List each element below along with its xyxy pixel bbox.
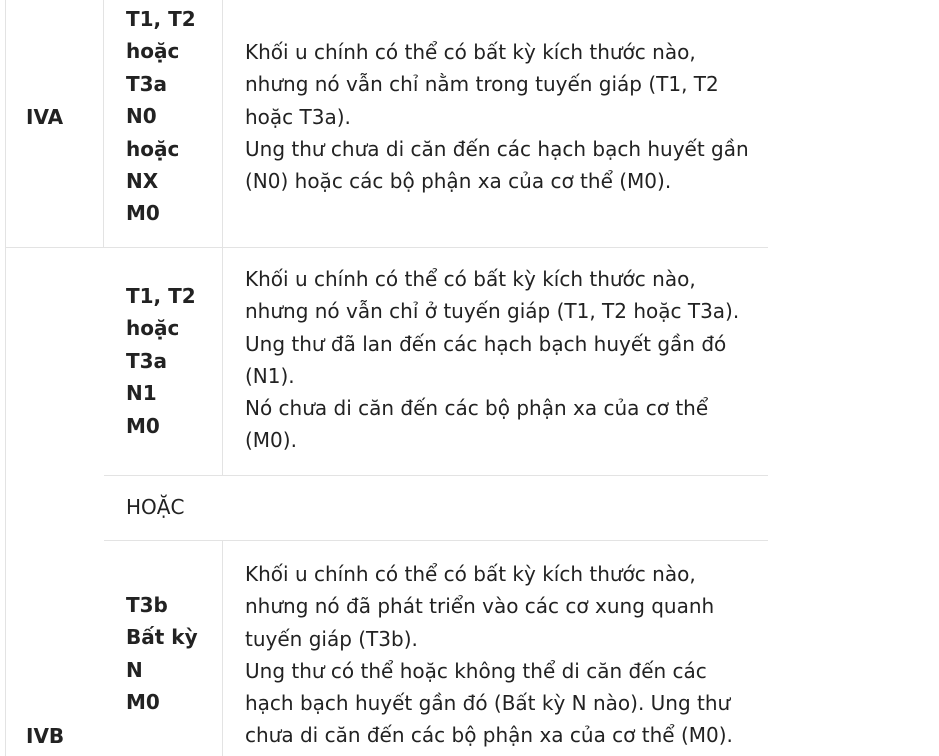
table-divider-code-row2 xyxy=(222,248,223,475)
description-line: Khối u chính có thể có bất kỳ kích thước nào, xyxy=(245,40,696,64)
description-line: (N1). xyxy=(245,363,295,388)
tnm-code-line: T3b xyxy=(126,593,168,617)
tnm-code-line: M0 xyxy=(126,413,160,438)
stage-label-ivb: IVB xyxy=(26,724,65,748)
tnm-code-line: N0 xyxy=(126,104,157,129)
description-line: Ung thư đã lan đến các hạch bạch huyết gần đó xyxy=(245,331,727,356)
description-line: Ung thư có thể hoặc không thể di căn đến các xyxy=(245,658,707,683)
description-line: nhưng nó vẫn chỉ ở tuyến giáp (T1, T2 hoặc T3a). xyxy=(245,299,740,324)
description-line: (N0) hoặc các bộ phận xa của cơ thể (M0). xyxy=(245,169,672,194)
description-ivb-option1 xyxy=(245,263,765,457)
tnm-code-line: N xyxy=(126,657,143,682)
description-line: Ung thư chưa di căn đến các hạch bạch huyết gần xyxy=(245,136,749,161)
description-line: Khối u chính có thể có bất kỳ kích thước nào, xyxy=(245,267,696,291)
row-separator-1 xyxy=(5,247,768,248)
tnm-code-line: M0 xyxy=(126,690,160,715)
description-line: hoặc T3a). xyxy=(245,104,351,129)
tnm-code-line: T1, T2 xyxy=(126,284,196,308)
tnm-code-line: T3a xyxy=(126,348,168,373)
table-divider-code-row1 xyxy=(222,0,223,247)
description-line: Nó chưa di căn đến các bộ phận xa của cơ thể xyxy=(245,396,709,421)
tnm-code-ivb-option1 xyxy=(126,280,216,442)
table-divider-stage xyxy=(103,0,104,247)
row-separator-2 xyxy=(104,475,768,476)
tnm-code-line: hoặc xyxy=(126,39,180,64)
tnm-code-line: hoặc xyxy=(126,316,180,341)
description-line: Khối u chính có thể có bất kỳ kích thước nào, xyxy=(245,562,696,586)
tnm-code-line: N1 xyxy=(126,381,157,406)
description-line: (M0). xyxy=(245,428,297,453)
table-divider-code-row3 xyxy=(222,541,223,756)
tnm-code-line: T1, T2 xyxy=(126,7,196,31)
or-label: HOẶC xyxy=(126,495,185,519)
tnm-code-ivb-option2 xyxy=(126,589,216,719)
tnm-code-line: Bất kỳ xyxy=(126,625,198,650)
description-line: nhưng nó đã phát triển vào các cơ xung quanh xyxy=(245,594,715,619)
tnm-code-line: T3a xyxy=(126,71,168,96)
description-line: chưa di căn đến các bộ phận xa của cơ thể (M0). xyxy=(245,723,733,748)
description-line: tuyến giáp (T3b). xyxy=(245,626,418,651)
tnm-code-iva xyxy=(126,3,216,230)
tnm-code-line: M0 xyxy=(126,201,160,226)
row-separator-3 xyxy=(104,540,768,541)
description-iva xyxy=(245,36,765,197)
description-line: nhưng nó vẫn chỉ nằm trong tuyến giáp (T1, T2 xyxy=(245,72,719,97)
tnm-code-line: NX xyxy=(126,169,159,194)
description-ivb-option2 xyxy=(245,558,765,752)
stage-label-iva: IVA xyxy=(26,105,64,129)
table-border-left xyxy=(5,0,6,756)
tnm-code-line: hoặc xyxy=(126,136,180,161)
description-line: hạch bạch huyết gần đó (Bất kỳ N nào). Ung thư xyxy=(245,691,731,716)
